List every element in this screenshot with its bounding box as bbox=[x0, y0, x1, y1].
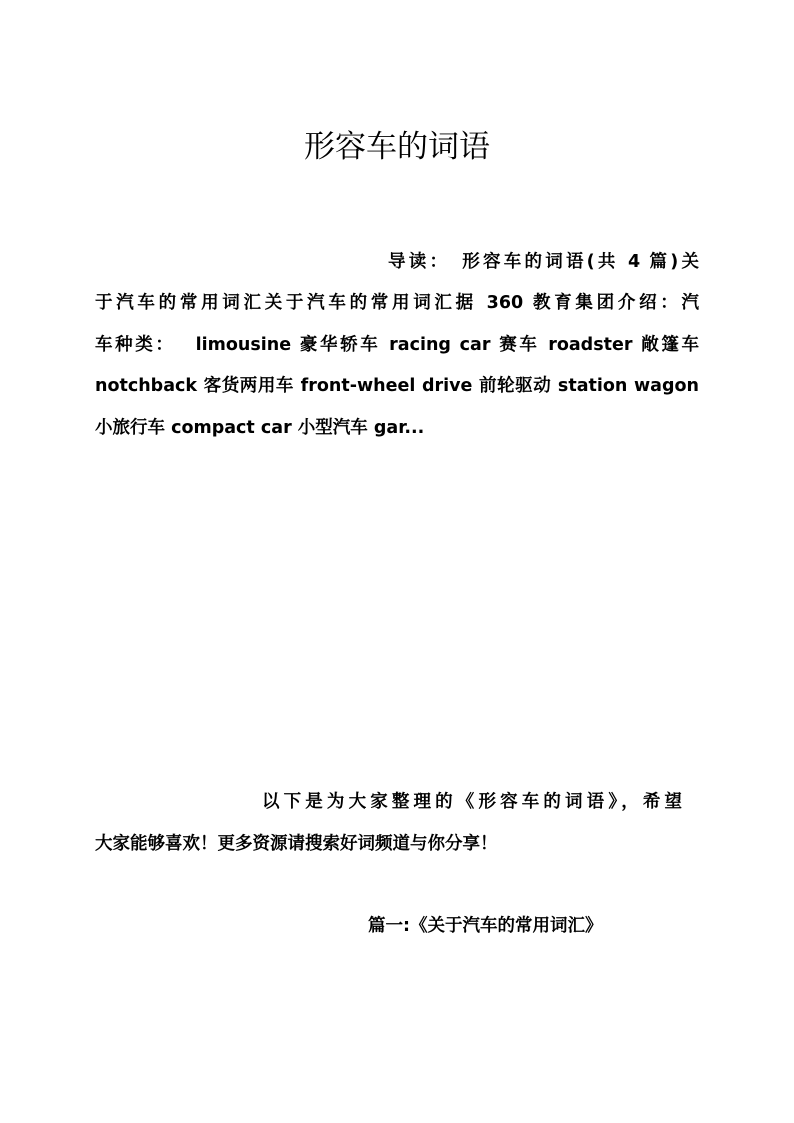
intro-line-3: 车种类： limousine 豪华轿车 racing car 赛车 roadster 敞篷车 bbox=[95, 335, 699, 355]
closing-line-2: 大家能够喜欢！更多资源请搜索好词频道与你分享！ bbox=[95, 834, 498, 854]
intro-line-2: 于汽车的常用词汇关于汽车的常用词汇据 360 教育集团介绍：汽 bbox=[95, 293, 699, 313]
section-heading: 篇一:《关于汽车的常用词汇》 bbox=[368, 916, 603, 936]
intro-line-5: 小旅行车 compact car 小型汽车 gar... bbox=[95, 418, 425, 438]
closing-line-1: 以下是为大家整理的《形容车的词语》，希望 bbox=[262, 792, 682, 812]
intro-line-4: notchback 客货两用车 front-wheel drive 前轮驱动 station wagon bbox=[95, 376, 699, 396]
intro-line-1: 导读： 形容车的词语(共 4 篇)关 bbox=[388, 252, 699, 272]
page-title: 形容车的词语 bbox=[304, 128, 490, 165]
